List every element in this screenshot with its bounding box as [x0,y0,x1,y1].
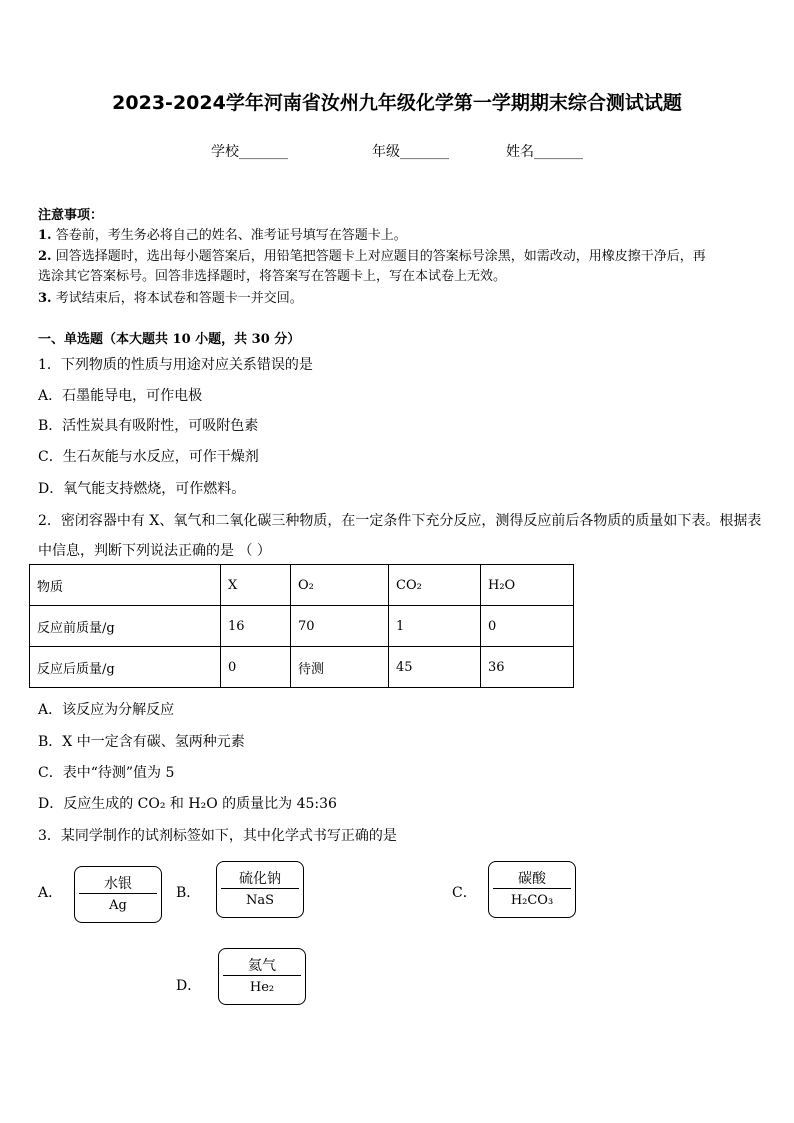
reagent-label-c [488,861,576,918]
reagent-label-d [218,948,306,1005]
mass-table [29,564,574,688]
section-heading: 一、单选题（本大题共 10 小题，共 30 分） [38,332,301,347]
reagent-name: 水银 [104,876,132,892]
table-cell: 反应后质量/g [30,647,221,688]
table-cell: 1 [389,606,481,647]
q2-option-a: A．该反应为分解反应 [38,702,175,718]
note-item: 1. 答卷前，考生务必将自己的姓名、准考证号填写在答题卡上。 [38,228,407,243]
table-cell: 反应前质量/g [30,606,221,647]
table-cell: X [221,565,291,606]
question-3-stem: 3．某同学制作的试剂标签如下，其中化学式书写正确的是 [38,828,397,844]
q2-option-b: B．X 中一定含有碳、氢两种元素 [38,734,245,750]
question-2-stem: 2．密闭容器中有 X、氧气和二氧化碳三种物质，在一定条件下充分反应，测得反应前后各物质的质量如下表。根据表 [38,513,762,529]
table-cell: O₂ [291,565,389,606]
reagent-name: 碳酸 [518,871,546,887]
table-cell: 0 [221,647,291,688]
reagent-formula: NaS [245,893,275,908]
q1-option-d: D．氧气能支持燃烧，可作燃料。 [38,481,246,497]
question-2-stem-cont: 中信息，判断下列说法正确的是 （ ） [38,543,271,559]
table-cell: H₂O [481,565,574,606]
table-cell: 16 [221,606,291,647]
q2-option-d: D．反应生成的 CO₂ 和 H₂O 的质量比为 45:36 [38,796,337,812]
page-title: 2023-2024学年河南省汝州九年级化学第一学期期末综合测试试题 [112,92,682,114]
q3-option-c-letter: C． [452,885,477,901]
reagent-formula: H₂CO₃ [510,893,554,908]
q2-option-c: C．表中“待测”值为 5 [38,765,175,781]
q3-option-d-letter: D． [176,978,202,994]
table-cell: 36 [481,647,574,688]
note-item: 2. 回答选择题时，选出每小题答案后，用铅笔把答题卡上对应题目的答案标号涂黑，如需改动，用橡皮擦干净后，再 [38,249,706,264]
label-divider [221,888,299,889]
table-cell: 0 [481,606,574,647]
q3-option-a-letter: A． [38,885,63,901]
note-item: 选涂其它答案标号。回答非选择题时，将答案写在答题卡上，写在本试卷上无效。 [38,269,507,284]
table-row [30,606,574,647]
q1-option-c: C．生石灰能与水反应，可作干燥剂 [38,449,259,465]
school-field: 学校_______ [211,144,288,160]
name-field: 姓名_______ [506,144,583,160]
reagent-label-a [74,866,162,923]
reagent-formula: He₂ [249,980,275,995]
notes-heading: 注意事项： [38,208,104,223]
table-row [30,647,574,688]
table-cell: 物质 [30,565,221,606]
label-divider [493,888,571,889]
table-cell: CO₂ [389,565,481,606]
q3-option-b-letter: B． [176,885,201,901]
note-item: 3. 考试结束后，将本试卷和答题卡一并交回。 [38,291,303,306]
question-1-stem: 1．下列物质的性质与用途对应关系错误的是 [38,357,313,373]
table-cell: 待测 [291,647,389,688]
reagent-label-b [216,861,304,918]
reagent-name: 氦气 [248,958,276,974]
reagent-formula: Ag [109,898,127,913]
label-divider [79,893,157,894]
table-cell: 45 [389,647,481,688]
table-header-row [30,565,574,606]
q1-option-a: A．石墨能导电，可作电极 [38,388,203,404]
label-divider [223,975,301,976]
q1-option-b: B．活性炭具有吸附性，可吸附色素 [38,418,259,434]
reagent-name: 硫化钠 [239,871,281,887]
grade-field: 年级_______ [372,144,449,160]
table-cell: 70 [291,606,389,647]
